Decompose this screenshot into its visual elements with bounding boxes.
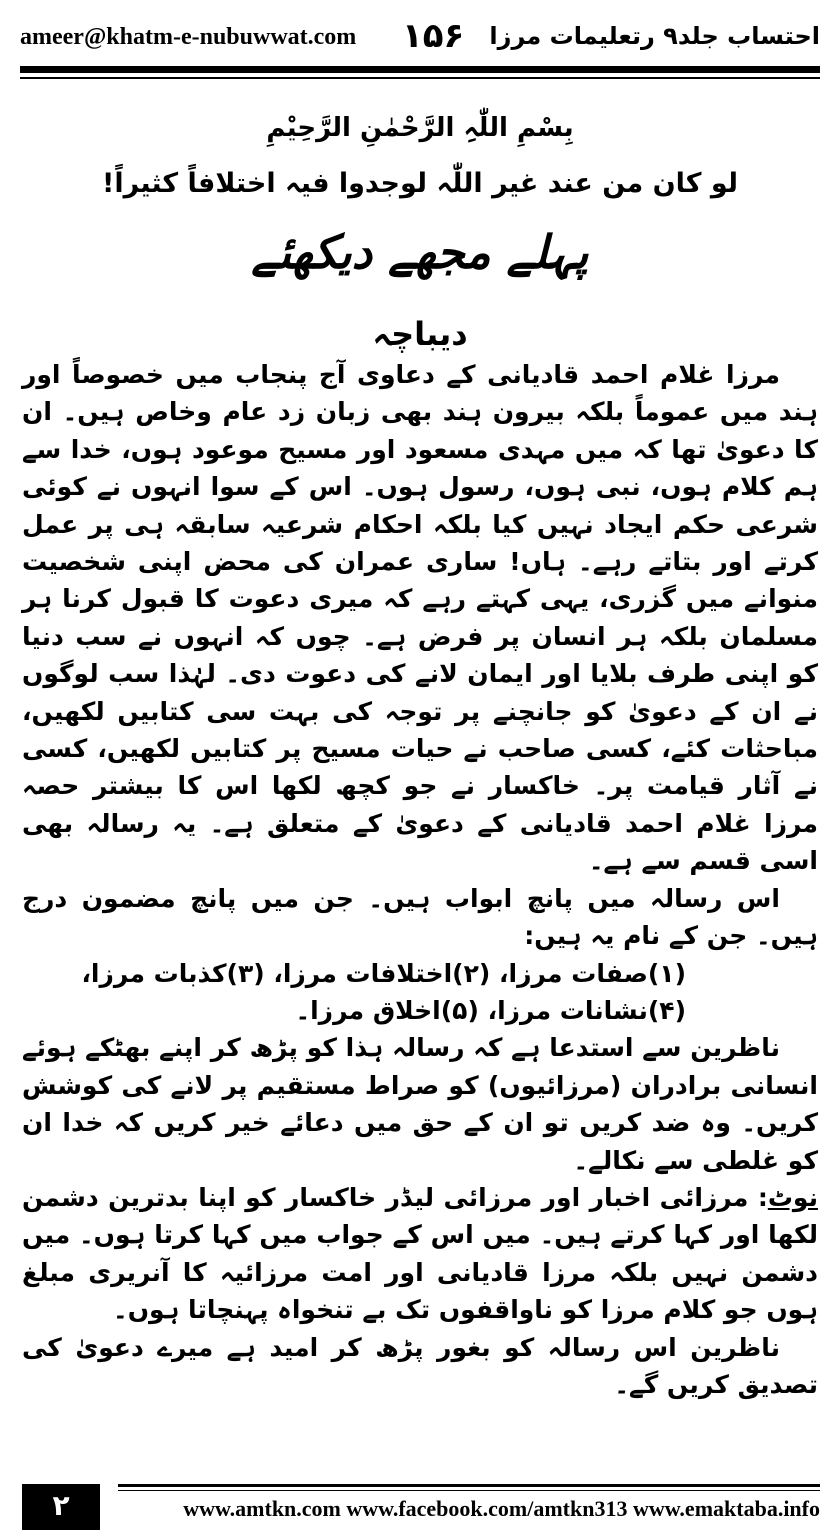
page-footer [22, 1484, 820, 1530]
chapters-line-1: (۱)صفات مرزا، (۲)اختلافات مرزا، (۳)کذبات مرزا، [81, 958, 686, 988]
paragraph-2: اس رسالہ میں پانچ ابواب ہیں۔ جن میں پانچ مضمون درج ہیں۔ جن کے نام یہ ہیں: [22, 883, 818, 951]
note-label: نوٹ [767, 1182, 818, 1212]
note-text: : مرزائی اخبار اور مرزائی لیڈر خاکسار کو اپنا بدترین دشمن لکھا اور کہا کرتے ہیں۔ میں اس کے جواب میں کہا کرتا ہوں۔ میں دشمن نہیں بلکہ مرزا قادیانی اور امت مرزائیہ کا آنریری مبلغ ہوں جو کلام مرزا کو ناواقفوں تک بے تنخواہ پہنچاتا ہوں۔ [22, 1182, 818, 1325]
paragraph-4: ناظرین اس رسالہ کو بغور پڑھ کر امید ہے میرے دعویٰ کی تصدیق کریں گے۔ [22, 1332, 818, 1399]
footer-rule-thin [118, 1490, 820, 1491]
header-rule-thin [20, 77, 820, 79]
header-running-title: احتساب جلد۹ رتعلیمات مرزا [489, 22, 820, 50]
header-email: ameer@khatm-e-nubuwwat.com [20, 24, 357, 50]
page-header [20, 14, 820, 64]
paragraph-1: مرزا غلام احمد قادیانی کے دعاوی آج پنجاب میں خصوصاً اور ہند میں عموماً بلکہ بیرون ہند بھی زبان زد عام وخاص ہیں۔ ان کا دعویٰ تھا کہ میں مہدی مسعود اور مسیح موعود ہوں، خدا سے ہم کلام ہوں، نبی ہوں، رسول ہوں۔ اس کے سوا انہوں نے کوئی شرعی حکم ایجاد نہیں کیا بلکہ احکام شرعیہ سابقہ ہی پر عمل کرتے اور بتاتے رہے۔ ہاں! ساری عمران کی محض اپنی شخصیت منوانے میں گزری، یہی کہتے رہے کہ میری دعوت کا قبول کرنا ہر مسلمان بلکہ ہر انسان پر فرض ہے۔ چوں کہ انہوں نے سب دنیا کو اپنی طرف بلایا اور ایمان لانے کی دعوت دی۔ لہٰذا سب لوگوں نے ان کے دعویٰ کو جانچنے پر توجہ کی بہت سی کتابیں لکھیں، مباحثات کئے، کسی صاحب نے حیات مسیح پر کتابیں لکھیں، کسی نے آثار قیامت پر۔ خاکسار نے جو کچھ لکھا اس کا بیشتر حصہ مرزا غلام احمد قادیانی کے دعویٰ کے متعلق ہے۔ یہ رسالہ بھی اسی قسم سے ہے۔ [22, 360, 818, 876]
bismillah: بِسْمِ اللّٰہِ الرَّحْمٰنِ الرَّحِیْمِ [266, 113, 574, 143]
paragraph-3: ناظرین سے استدعا ہے کہ رسالہ ہذا کو پڑھ کر اپنے بھٹکے ہوئے انسانی برادران (مرزائیوں) کو صراط مستقیم پر لانے کی کوشش کریں۔ وہ ضد کریں تو ان کے حق میں دعائے خیر کریں کہ خدا ان کو غلطی سے نکالے۔ [22, 1033, 818, 1175]
footer-rule-thick [118, 1484, 820, 1487]
header-rule-thick [20, 66, 820, 73]
footer-urls: www.amtkn.com www.facebook.com/amtkn313 www.emaktaba.info [183, 1496, 820, 1521]
page-content [22, 108, 818, 1403]
footer-page-number: ۲ [22, 1484, 100, 1530]
quran-verse: لو کان من عند غیر اللّٰہ لوجدوا فیہ اختلافاً کثیراً! [102, 168, 738, 199]
preface-title: دیباچہ [372, 315, 468, 353]
main-title: پہلے مجھے دیکھئے [251, 225, 589, 279]
note-paragraph [22, 1179, 818, 1329]
header-page-number: ۱۵۶ [402, 16, 465, 56]
chapters-line-2: (۴)نشانات مرزا، (۵)اخلاق مرزا۔ [295, 995, 686, 1025]
